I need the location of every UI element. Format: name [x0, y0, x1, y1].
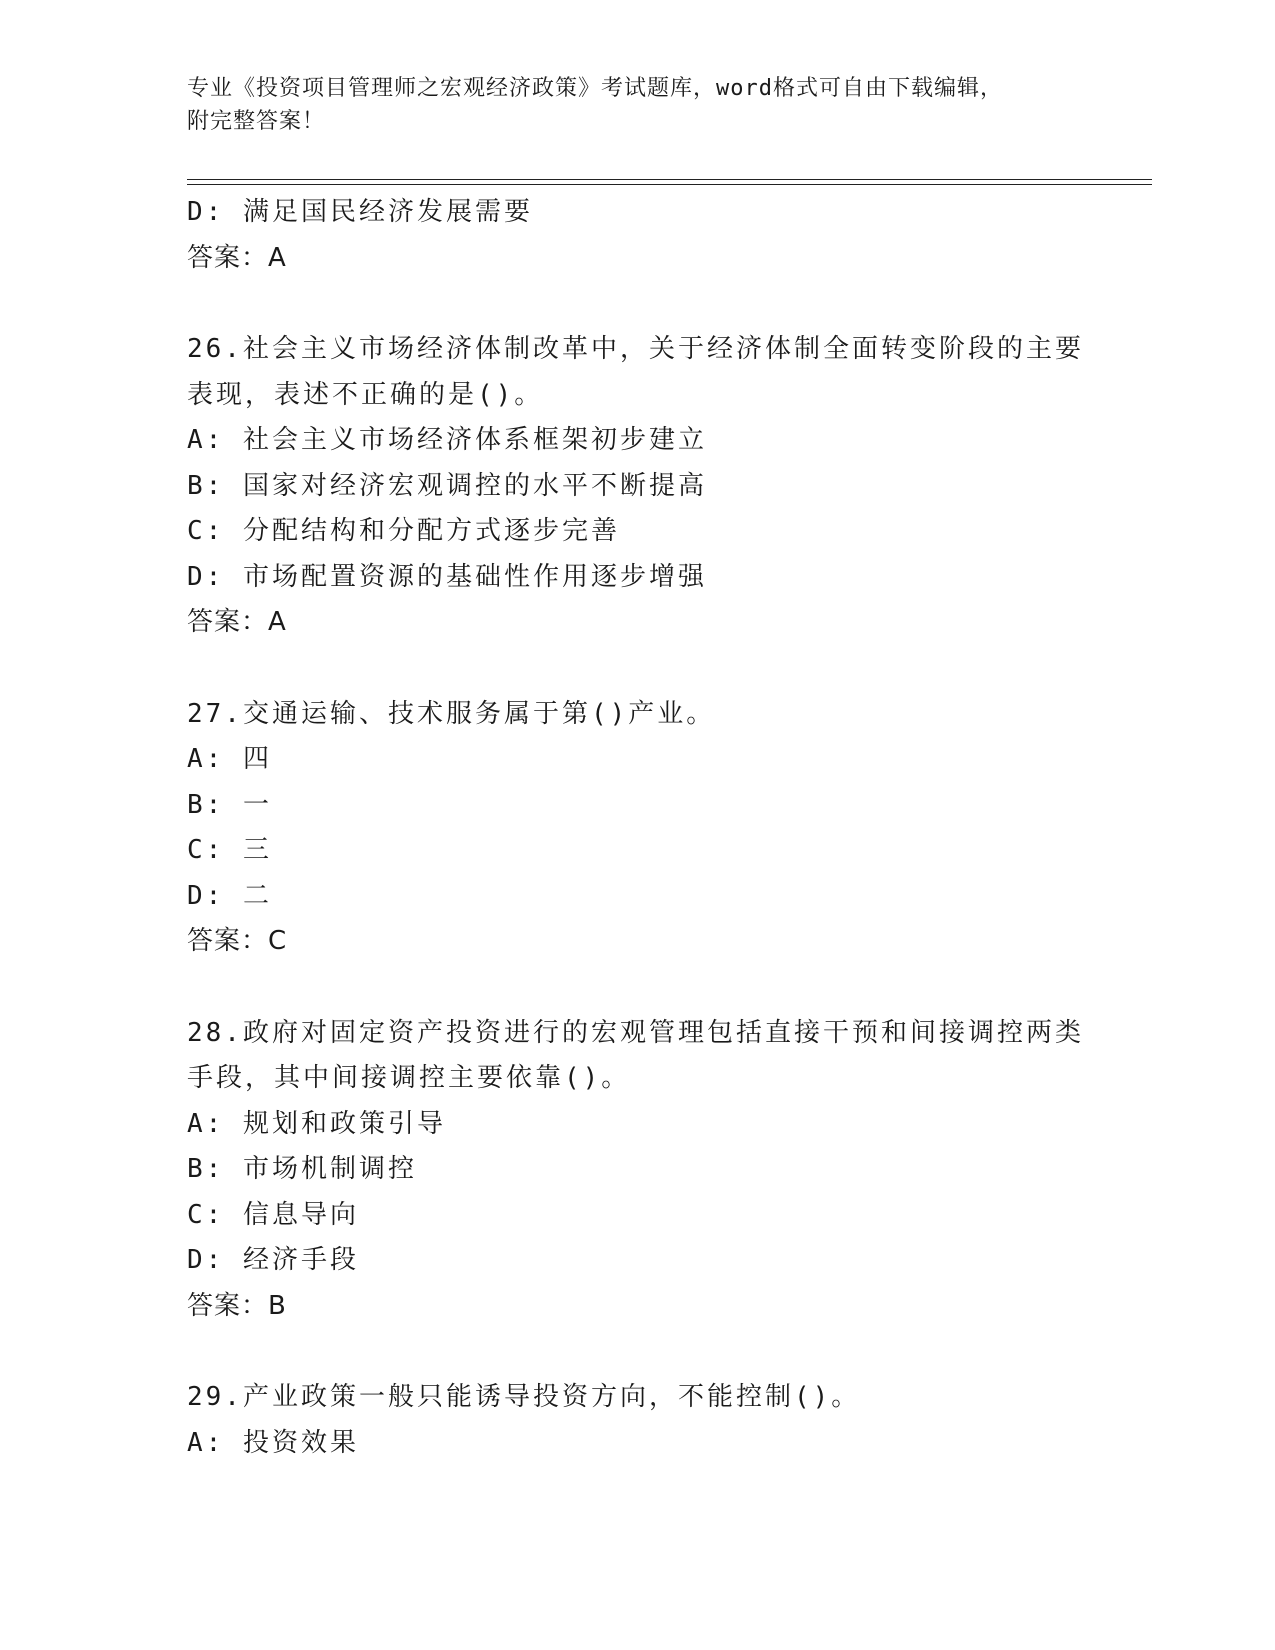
question-stem-continued: 手段，其中间接调控主要依靠()。	[187, 1063, 631, 1093]
option-b: B: 市场机制调控	[187, 1154, 417, 1184]
option-c: C: 三	[187, 835, 272, 865]
header-divider-top	[187, 179, 1152, 180]
option-a: A: 规划和政策引导	[187, 1108, 446, 1139]
question-stem: 28.政府对固定资产投资进行的宏观管理包括直接干预和间接调控两类	[187, 1017, 1084, 1048]
question-28	[187, 1011, 1087, 1330]
question-stem: 29.产业政策一般只能诱导投资方向，不能控制()。	[187, 1382, 861, 1412]
option-d: D: 市场配置资源的基础性作用逐步增强	[187, 561, 707, 592]
question-stem: 26.社会主义市场经济体制改革中，关于经济体制全面转变阶段的主要	[187, 334, 1084, 364]
option-b: B: 国家对经济宏观调控的水平不断提高	[187, 470, 707, 501]
question-29	[187, 1375, 1087, 1466]
option-c: C: 分配结构和分配方式逐步完善	[187, 516, 620, 546]
answer-label: 答案：B	[187, 1290, 287, 1321]
option-c: C: 信息导向	[187, 1199, 359, 1230]
question-list	[187, 190, 1087, 1466]
header-divider-bottom	[187, 184, 1152, 185]
option-a: A: 投资效果	[187, 1427, 359, 1458]
header-line-2: 附完整答案！	[187, 109, 326, 134]
answer-label: 答案：A	[187, 607, 287, 637]
answer-label: 答案：C	[187, 926, 288, 956]
question-26	[187, 327, 1087, 646]
question-stem: 27.交通运输、技术服务属于第()产业。	[187, 698, 716, 729]
spacer	[187, 965, 1087, 1011]
option-d: D: 二	[187, 880, 272, 911]
option-a: A: 社会主义市场经济体系框架初步建立	[187, 425, 707, 455]
spacer	[187, 281, 1087, 327]
header-line-1: 专业《投资项目管理师之宏观经济政策》考试题库，word格式可自由下载编辑，	[187, 76, 1003, 101]
option-b: B: 一	[187, 789, 272, 820]
question-stem-continued: 表现，表述不正确的是()。	[187, 379, 544, 410]
question-25-tail	[187, 190, 1087, 281]
question-27	[187, 692, 1087, 965]
option-d: D: 经济手段	[187, 1245, 359, 1275]
document-header	[187, 72, 1087, 138]
option-d: D: 满足国民经济发展需要	[187, 197, 533, 227]
spacer	[187, 646, 1087, 692]
spacer	[187, 1329, 1087, 1375]
answer-label: 答案：A	[187, 242, 287, 273]
option-a: A: 四	[187, 744, 272, 774]
